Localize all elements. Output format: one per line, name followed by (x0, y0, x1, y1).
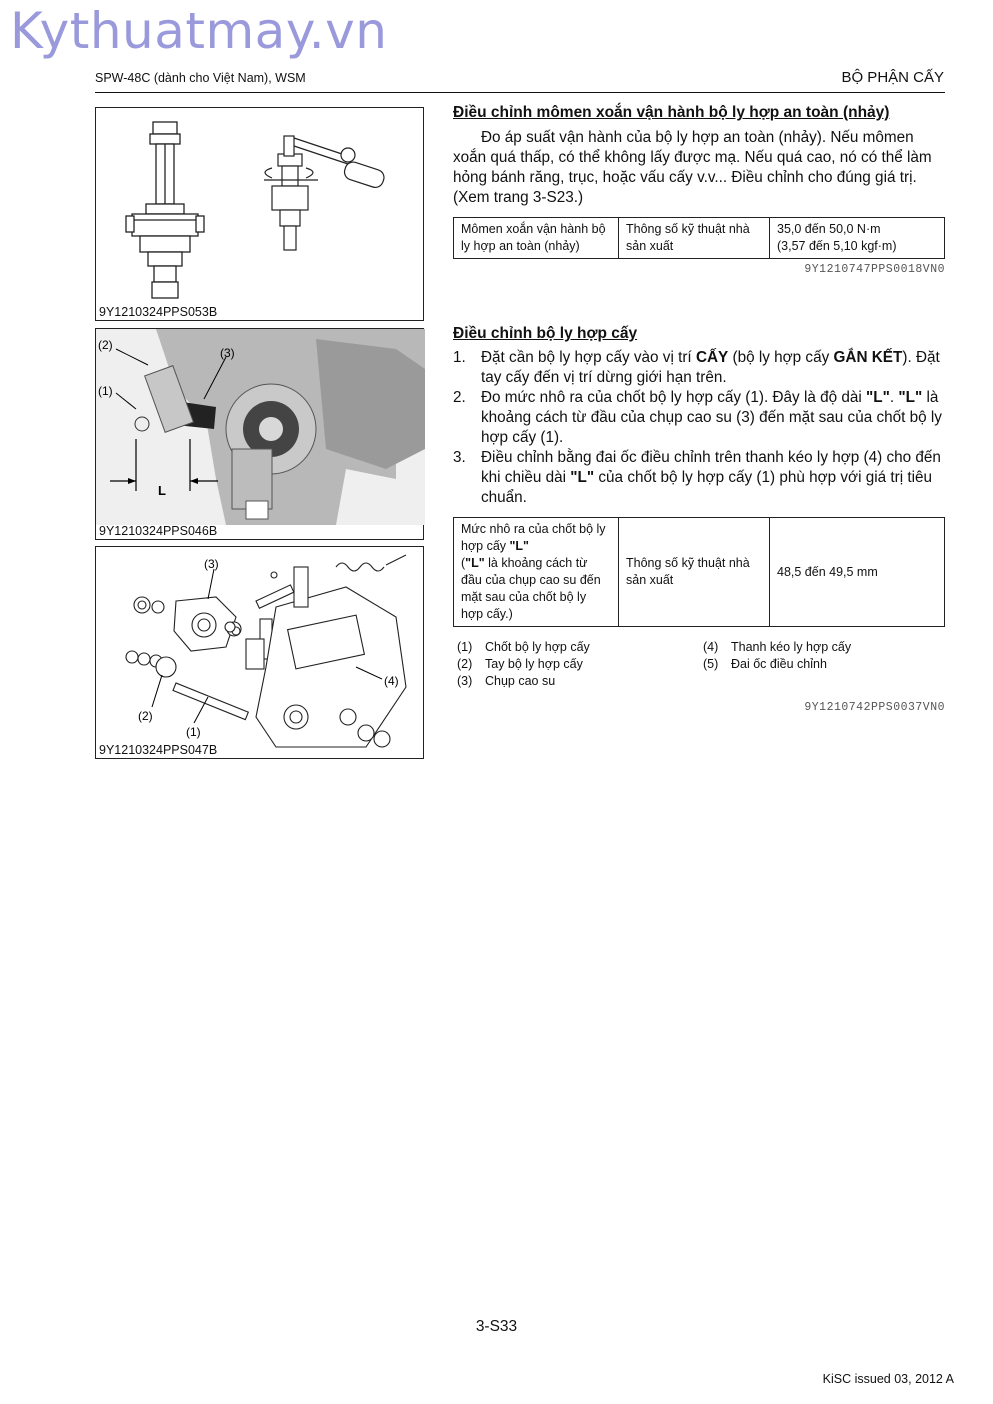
spec-item (454, 518, 619, 627)
legend-item (457, 656, 583, 673)
header-rule (95, 92, 945, 93)
watermark-logo: Kythuatmay.vn (10, 2, 388, 60)
step-number: 1. (453, 349, 466, 366)
spec-item-text: Mức nhô ra của chốt bộ ly hợp cấy (461, 522, 606, 553)
exploded-label-2: (2) (138, 709, 153, 723)
section-title: Điều chỉnh mômen xoắn vận hành bộ ly hợp an toàn (nhảy) (453, 104, 890, 121)
step-bold: "L" (898, 389, 923, 406)
issued-note: KiSC issued 03, 2012 A (822, 1372, 954, 1386)
legend-item (457, 673, 555, 690)
spec-label: Thông số kỹ thuật nhà sản xuất (619, 518, 770, 627)
legend-item (457, 639, 590, 656)
spec-table-protrusion (453, 517, 945, 627)
legend-num: (4) (703, 640, 719, 654)
step-bold: CẤY (695, 349, 729, 366)
photo-label-3: (3) (220, 346, 235, 360)
reference-code: 9Y1210742PPS0037VN0 (804, 701, 945, 714)
legend-num: (1) (457, 640, 473, 654)
legend-text: Đai ốc điều chỉnh (731, 657, 827, 671)
section-safety-clutch (453, 104, 945, 276)
step-item (453, 448, 945, 508)
shaft-illustration (96, 108, 425, 322)
spec-value: 48,5 đến 49,5 mm (770, 518, 945, 627)
step-text: là khoảng cách từ đầu của chụp cao su (3) đến mặt sau của chốt bộ ly hợp cấy (1). (481, 389, 942, 446)
exploded-label-1: (1) (186, 725, 201, 739)
step-item (453, 348, 945, 388)
step-text: Điều chỉnh bằng đai ốc điều chỉnh trên thanh kéo ly hợp (4) cho đến khi chiều dài (481, 449, 941, 486)
photo-label-2: (2) (98, 338, 113, 352)
legend (453, 639, 945, 695)
exploded-label-3: (3) (204, 557, 219, 571)
exploded-illustration (96, 547, 425, 760)
section-planting-clutch (453, 325, 945, 714)
figure-shaft-assembly (95, 107, 424, 321)
step-text: Đặt cần bộ ly hợp cấy vào vị trí (481, 349, 696, 366)
section-paragraph: Đo áp suất vận hành của bộ ly hợp an toàn (nhảy). Nếu mômen xoắn quá thấp, có thể không lấy được mạ. Nếu quá cao, nó có thể làm hỏng bánh răng, trục, hoặc vấu cấy v.v... Điều chỉnh cho đúng giá trị. (Xem trang 3-S23.) (453, 129, 932, 206)
legend-num: (2) (457, 657, 473, 671)
header-right: BỘ PHẬN CẤY (841, 69, 944, 86)
section-title: Điều chỉnh bộ ly hợp cấy (453, 325, 638, 342)
header-left: SPW-48C (dành cho Việt Nam), WSM (95, 71, 306, 85)
legend-num: (3) (457, 674, 473, 688)
legend-text: Chốt bộ ly hợp cấy (485, 640, 590, 654)
page-number: 3-S33 (475, 1318, 518, 1335)
steps-list (453, 348, 945, 508)
step-text: của chốt bộ ly hợp cấy (1) phù hợp với giá trị tiêu chuẩn. (481, 469, 933, 506)
spec-item-text: ( (461, 556, 466, 570)
spec-item: Mômen xoắn vận hành bộ ly hợp an toàn (nhảy) (454, 218, 619, 259)
spec-value-line2: (3,57 đến 5,10 kgf·m) (777, 239, 897, 253)
figure-caption: 9Y1210324PPS047B (99, 743, 218, 757)
step-text: ). Đặt tay cấy đến vị trí dừng giới hạn trên. (481, 349, 940, 386)
step-text: (bộ ly hợp cấy (728, 349, 834, 366)
figure-caption: 9Y1210324PPS053B (99, 305, 218, 319)
legend-item (703, 639, 851, 656)
photo-label-L: L (158, 483, 166, 498)
spec-value-line1: 35,0 đến 50,0 N·m (777, 222, 881, 236)
step-bold: "L" (570, 469, 595, 486)
figure-clutch-photo (95, 328, 424, 540)
step-text: Đo mức nhô ra của chốt bộ ly hợp cấy (1). Đây là độ dài (481, 389, 867, 406)
step-bold: GẮN KẾT (833, 349, 903, 366)
legend-text: Tay bộ ly hợp cấy (485, 657, 583, 671)
legend-num: (5) (703, 657, 719, 671)
step-number: 2. (453, 389, 466, 406)
photo-label-1: (1) (98, 384, 113, 398)
step-bold: "L" (866, 389, 890, 406)
exploded-label-4: (4) (384, 674, 399, 688)
step-item (453, 388, 945, 448)
spec-label: Thông số kỹ thuật nhà sản xuất (619, 218, 770, 259)
spec-item-bold: "L" (509, 539, 529, 553)
spec-table-torque (453, 217, 945, 259)
figure-exploded-view (95, 546, 424, 759)
reference-code: 9Y1210747PPS0018VN0 (804, 263, 945, 276)
figure-caption: 9Y1210324PPS046B (99, 524, 218, 538)
spec-item-bold: "L" (465, 556, 485, 570)
legend-item (703, 656, 827, 673)
spec-value (770, 218, 945, 259)
clutch-photo-illustration (96, 329, 425, 541)
step-number: 3. (453, 449, 466, 466)
legend-text: Chụp cao su (485, 674, 556, 688)
legend-text: Thanh kéo ly hợp cấy (731, 640, 852, 654)
step-text: . (889, 389, 899, 406)
spec-item-text: là khoảng cách từ đầu của chụp cao su đến mặt sau của chốt bộ ly hợp cấy.) (461, 556, 601, 621)
